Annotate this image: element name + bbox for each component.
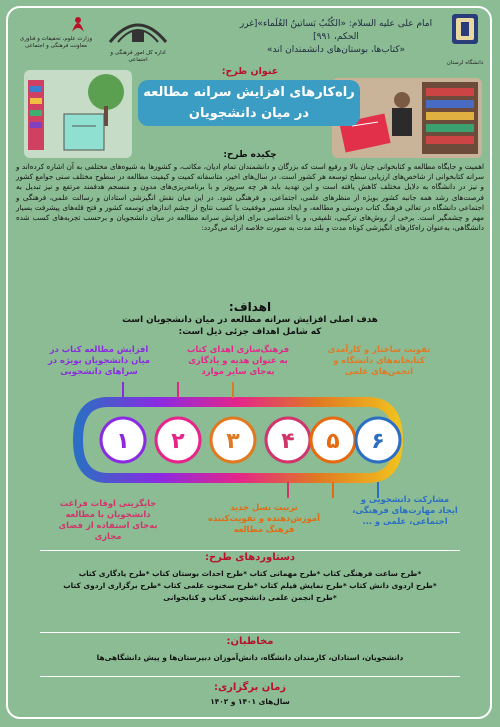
timeline-node-5-num: ۵ bbox=[326, 429, 340, 454]
audience-text: دانشجویان، استادان، کارمندان دانشگاه، دانش‌آموزان دبیرستان‌ها و پیش دانشگاهی‌ها bbox=[96, 653, 404, 662]
goal-6-text: مشارکت دانشجویی و ایجاد مهارت‌های فرهنگی، اجتماعی، علمی و ... bbox=[352, 494, 458, 526]
divider-schedule bbox=[40, 676, 460, 677]
goals-title: اهداف: bbox=[228, 300, 272, 314]
goal-2-text: فرهنگ‌سازی اهدای کتاب به عنوان هدیه و یادگاری به‌جای سایر موارد bbox=[186, 344, 290, 376]
audience-title: مخاطبان: bbox=[226, 636, 274, 647]
timeline-node-2-num: ۲ bbox=[171, 429, 185, 454]
title-line-2: در میان دانشجویان bbox=[188, 106, 310, 121]
title-label: عنوان طرح: bbox=[221, 66, 279, 77]
ministry-logo bbox=[12, 12, 100, 56]
goals-main-line-2: که شامل اهداف جزئی ذیل است: bbox=[178, 327, 322, 337]
timeline-node-4-num: ۴ bbox=[281, 429, 295, 454]
goal-3-text: تقویت ساختار و کارآمدی کتابخانه‌های دانشگاه و انجمن‌های علمی bbox=[327, 344, 431, 376]
timeline-node-1 bbox=[101, 418, 145, 462]
outputs-line-2: *طرح اردوی دانش کتاب *طرح نمایش فیلم کتاب *طرح سخنوت علمی کتاب *طرح برگزاری اردوی کتاب bbox=[63, 581, 437, 590]
goals-main-line-1: هدف اصلی افزایش سرانه مطالعه در میان دانشجویان است bbox=[122, 315, 378, 325]
header-quote bbox=[236, 18, 436, 57]
abstract-title: چکیده طرح: bbox=[223, 150, 277, 160]
ministry-line-2: معاونت فرهنگی و اجتماعی bbox=[25, 43, 87, 49]
timeline-node-3 bbox=[211, 418, 255, 462]
schedule-text: سال‌های ۱۴۰۱ و ۱۴۰۲ bbox=[210, 697, 290, 706]
timeline-node-4 bbox=[266, 418, 310, 462]
outputs-body bbox=[16, 568, 484, 604]
university-label: دانشگاه لرستان bbox=[446, 60, 484, 66]
divider-audience bbox=[40, 632, 460, 633]
title-box bbox=[138, 80, 360, 126]
outputs-title: دستاوردهای طرح: bbox=[204, 552, 296, 563]
outputs-line-3: *طرح انجمن علمی دانشجویی کتاب و کتابخوانی bbox=[163, 593, 337, 602]
quote-line-1: امام علی علیه السلام: «الکُتُبُ بَساتینُ العُلَماء»[غرر الحکم، ۹۹۱] bbox=[239, 19, 433, 42]
divider-outputs bbox=[40, 550, 460, 551]
quote-line-2: «کتاب‌ها، بوستان‌های دانشمندان اند» bbox=[266, 45, 406, 55]
timeline-node-5 bbox=[311, 418, 355, 462]
goals-timeline bbox=[68, 380, 408, 500]
cultural-office-logo bbox=[104, 12, 172, 63]
university-logo bbox=[442, 12, 488, 66]
ministry-line-1: وزارت علوم، تحقیقات و فناوری bbox=[19, 36, 93, 42]
header bbox=[12, 10, 488, 66]
goal-4-text: جایگزینی اوقات فراغت دانشجویان با مطالعه به‌جای استفاده از فضای مجازی bbox=[58, 498, 158, 541]
timeline-node-6-num: ۶ bbox=[371, 429, 385, 454]
abstract-text: اهمیت و جایگاه مطالعه و کتابخوانی چنان بالا و رفیع است که بزرگان و دانشمندان تمام ادیان، مکاتب، و کشورها به شیوه‌های مختلفی به آن اشاره کرده‌اند و سرانه کتابخوانی از شاخص‌های ارزیابی سطح توسعه هر کشور است. در سال‌های اخیر، متاسفانه کمیت و کیفیت مطالعه در سطوح مختلف سنی جوامع کشور و نیز در دانشگاه به دلایل مختلف کاهش یافته است و این تهدید باید هر چه سریع‌تر و با برنامه‌ریزی‌های مدون و منسجم هدفمند مرتفع و نیز تبدیل به فرصت‌های رشد همه جانبه کشور بویژه از منظرهای علمی، اجتماعی، و فرهنگی شود. در این میان نقش انگیزشی استادان و رسالت علمی، فرهنگی و اجتماعی دانشگاه در تعالی فرهنگ کتاب دوستی و مطالعه، و ایجاد مسیر موفقیت با کسب نتایج از چشم اندازهای توسعه کشور و فتح قله‌های پیشرفت بسیار مهم و چشمگیر است. برخی از روش‌های ترکیبی، تلفیقی، و یا اختصاصی برای افزایش سرانه مطالعه در میان دانشجویان و برحسب تجربه‌های کسب شده دانشگاهی، به‌عنوان راه‌کارهای انگیزشی کوتاه مدت و بلند مدت به صورت خلاصه ارائه می‌گردد: bbox=[16, 162, 484, 233]
outputs-line-1: *طرح ساعت فرهنگی کتاب *طرح مهمانی کتاب *طرح احداث بوستان کتاب *طرح یادگاری کتاب bbox=[78, 569, 422, 578]
mid-logo-text: اداره کل امور فرهنگی و اجتماعی bbox=[110, 50, 166, 63]
title-line-1: راه‌کارهای افزایش سرانه مطالعه bbox=[143, 85, 355, 100]
timeline-node-1-num: ۱ bbox=[116, 429, 130, 454]
goals-main bbox=[0, 314, 500, 338]
schedule-title: زمان برگزاری: bbox=[213, 682, 287, 693]
timeline-node-3-num: ۳ bbox=[226, 429, 240, 454]
timeline-node-6 bbox=[356, 418, 400, 462]
goal-5-text: تربیت نسل جدید آموزش‌دهنده و تقویت‌کننده فرهنگ مطالعه bbox=[208, 502, 320, 534]
timeline-node-2 bbox=[156, 418, 200, 462]
goal-1-text: افزایش مطالعه کتاب در میان دانشجویان بویژه در سراهای دانشجویی bbox=[47, 344, 151, 376]
books-tree-photo bbox=[24, 70, 132, 158]
